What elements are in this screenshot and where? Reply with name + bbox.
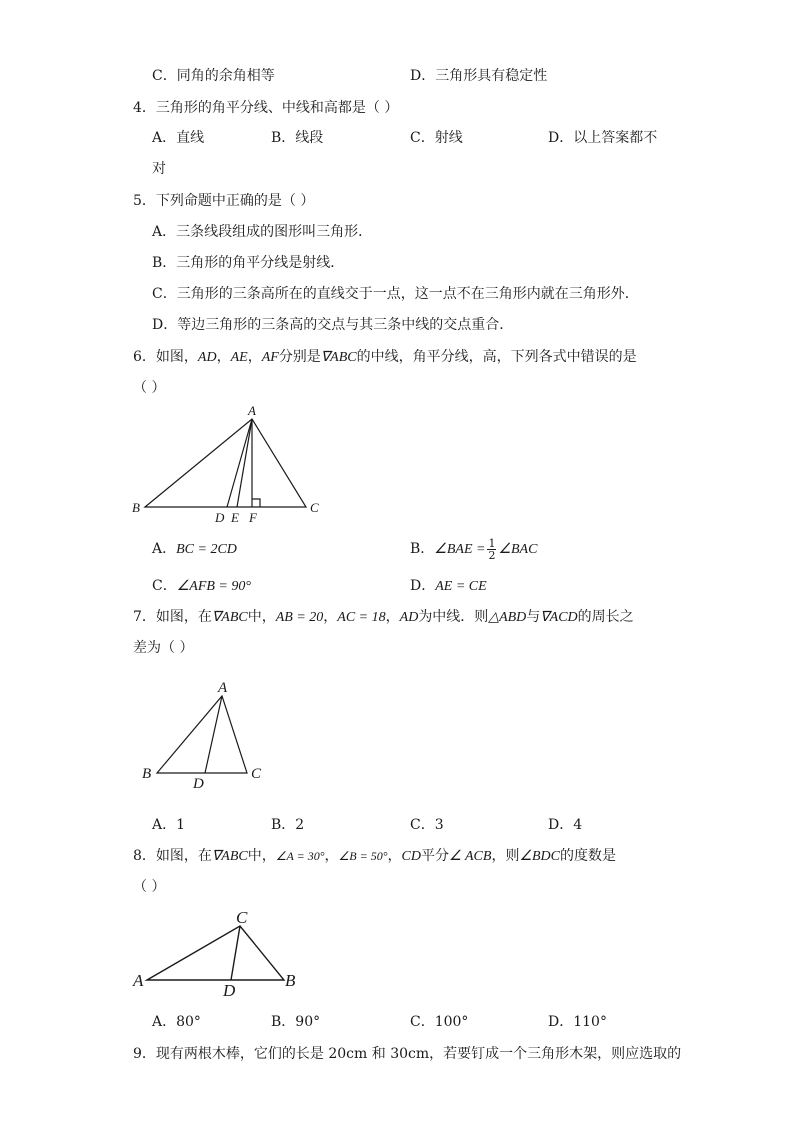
q4-option-a: A．直线 <box>152 130 205 146</box>
q7-stem-continued: 差为（ ） <box>133 640 194 656</box>
q7-option-a: A．1 <box>152 817 186 833</box>
q6-option-a: A．BC = 2CD <box>152 541 237 557</box>
q8-option-c: C．100° <box>410 1014 469 1030</box>
q8-label-a: A <box>133 971 144 990</box>
q7-label-d: D <box>193 776 204 792</box>
q7-option-c: C．3 <box>410 817 444 833</box>
q6-answer-paren: （ ） <box>133 380 166 396</box>
q4-option-b: B．线段 <box>271 130 324 146</box>
q5-option-a: A．三条线段组成的图形叫三角形． <box>152 224 373 240</box>
q7-label-b: B <box>142 766 152 782</box>
q6-label-f: F <box>249 510 257 525</box>
q4-option-c: C．射线 <box>410 130 463 146</box>
q8-option-d: D．110° <box>548 1014 607 1030</box>
q6-label-e: E <box>231 510 239 525</box>
q8-option-b: B．90° <box>271 1014 321 1030</box>
q5-option-b: B．三角形的角平分线是射线． <box>152 255 345 271</box>
q6-label-a: A <box>248 403 256 418</box>
q8-label-c: C <box>236 908 248 927</box>
q7-label-c: C <box>251 766 262 782</box>
q6-triangle-abc <box>145 419 306 507</box>
q7-label-a: A <box>218 680 228 696</box>
q3-option-c: C．同角的余角相等 <box>152 68 275 84</box>
q8-option-a: A．80° <box>152 1014 201 1030</box>
q8-label-b: B <box>285 971 296 990</box>
q8-bisector-cd <box>231 926 240 980</box>
q7-option-d: D．4 <box>548 817 583 833</box>
q7-triangle-figure <box>157 696 247 773</box>
q8-stem: 8．如图，在∇ABC中，∠A = 30°，∠B = 50°，CD平分∠ ACB，则∠BDC的度数是 <box>133 848 617 864</box>
q6-stem: 6．如图，AD，AE，AF分别是∇ABC的中线，角平分线，高，下列各式中错误的是 <box>133 349 637 365</box>
q4-stem: 4．三角形的角平分线、中线和高都是（ ） <box>133 100 399 116</box>
q8-triangle-abc <box>147 926 284 980</box>
q7-option-b: B．2 <box>271 817 305 833</box>
q8-label-d: D <box>223 981 236 1000</box>
q6-label-b: B <box>132 500 140 515</box>
q6-triangle-figure <box>145 419 306 507</box>
q4-option-d-continued: 对 <box>152 161 166 177</box>
q5-option-d: D．等边三角形的三条高的交点与其三条中线的交点重合． <box>152 317 514 333</box>
q6-label-c: C <box>310 500 319 515</box>
q5-stem: 5．下列命题中正确的是（ ） <box>133 193 315 209</box>
q6-option-d: D．AE = CE <box>410 578 487 594</box>
q9-stem: 9．现有两根木棒，它们的长是 20cm 和 30cm，若要钉成一个三角形木架，则应选取的 <box>133 1046 682 1062</box>
q4-option-d: D．以上答案都不 <box>548 130 658 146</box>
q5-option-c: C．三角形的三条高所在的直线交于一点，这一点不在三角形内就在三角形外． <box>152 286 639 302</box>
q8-answer-paren: （ ） <box>133 879 166 895</box>
q6-option-b: B．∠BAE = $\frac{1}{2}$ ∠BAC <box>410 536 538 562</box>
q6-fraction-half: $\frac{1}{2}$ <box>488 536 496 562</box>
q7-triangle-abc <box>157 696 247 773</box>
q7-stem: 7．如图，在∇ABC中，AB = 20，AC = 18，AD为中线．则△ABD与∇ACD的周长之 <box>133 609 634 625</box>
q8-triangle-figure <box>147 926 284 980</box>
q6-right-angle-mark <box>252 499 260 507</box>
q7-median-ad <box>205 696 222 773</box>
q3-option-d: D．三角形具有稳定性 <box>410 68 548 84</box>
q6-option-c: C．∠AFB = 90° <box>152 578 251 594</box>
q6-label-d: D <box>215 510 225 525</box>
